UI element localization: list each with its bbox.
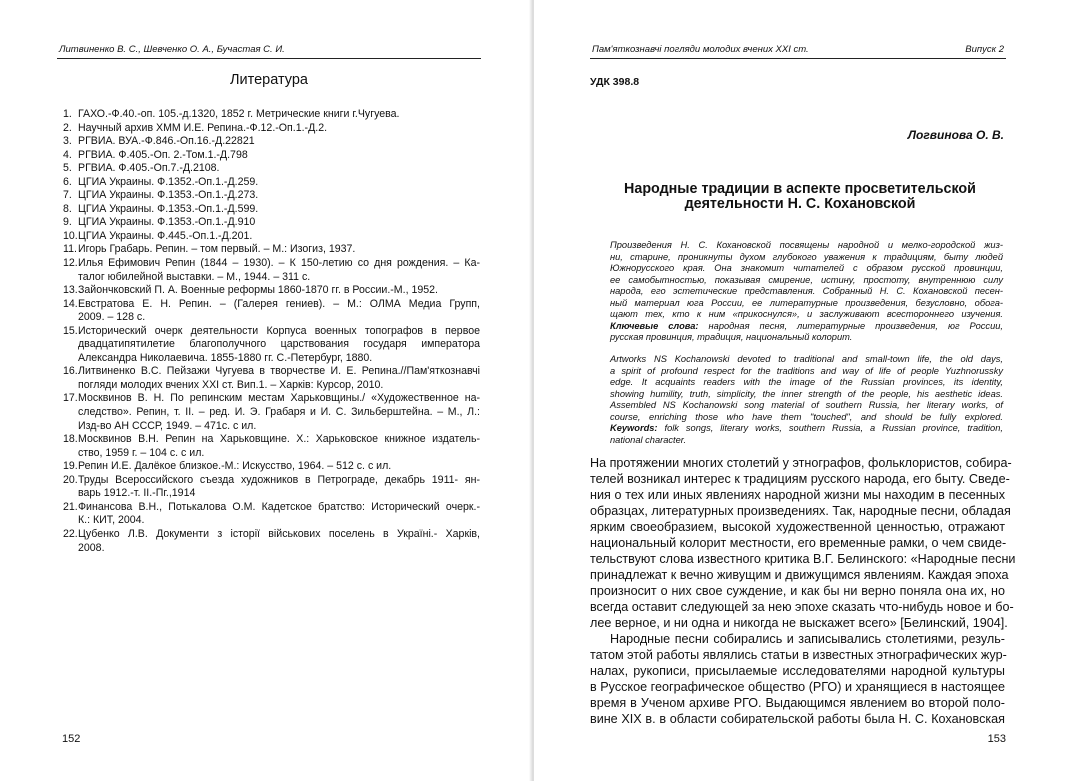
abstract-line: showing humility, truth, simplicity, the inner strength of the people, his aesthetic ideas. (610, 388, 1003, 399)
abstract-line: Произведения Н. С. Кохановской посвящены народной и мелко-городской жиз- (610, 240, 1003, 250)
body-line: всегда оставит следующей за нею эпохе сказать что-нибудь новое и бо- (590, 600, 1014, 614)
reference-line: ЦГИА Украины. Ф.445.-Оп.1.-Д.201. (78, 229, 253, 242)
body-line: произносит о них свое суждение, и как бы ни верно поняла она их, но (590, 584, 1005, 598)
reference-line: Труды Всероссийского съезда художников в Петрограде, декабрь 1911- ян- (78, 473, 480, 486)
reference-number: 3. (63, 135, 72, 148)
body-line: время в Ученом архиве РГО. Выдающимся явлением во второй поло- (590, 696, 1005, 710)
reference-item (63, 284, 480, 298)
issue-number: Випуск 2 (965, 44, 1004, 55)
reference-number: 16. (63, 365, 78, 378)
reference-line: Изд-во АН СССР, 1949. – 471с. с ил. (78, 419, 257, 432)
keywords-line (610, 321, 1003, 333)
reference-line: Финансова В.Н., Потькалова О.М. Кадетское братство: Исторический очерк.- (78, 500, 480, 513)
keywords-text: folk songs, literary works, southern Russia, a Russian province, tradition, (664, 423, 1003, 433)
reference-line: ство, 1959 г. – 104 с. с ил. (78, 446, 205, 459)
reference-line: РГВИА. Ф.405.-Оп.7.-Д.2108. (78, 162, 220, 175)
reference-number: 6. (63, 175, 72, 188)
reference-item (63, 203, 480, 217)
abstract-line: щают тех, кто к ним «прикоснулся», и заслуживают всестороннего изучения. (610, 309, 1003, 319)
reference-line: Москвинов В. Н. По репинским местам Харьковщины./ «Художественное на- (78, 392, 480, 405)
abstract-line: ный материал юга России, ее литературные произведения, безусловно, обога- (610, 297, 1003, 308)
running-head-authors: Литвиненко В. С., Шевченко О. А., Бучастая С. И. (59, 44, 285, 55)
reference-number: 12. (63, 257, 78, 270)
reference-line: ЦГИА Украины. Ф.1353.-Оп.1.-Д.273. (78, 189, 259, 202)
reference-line: РГВИА. ВУА.-Ф.846.-Оп.16.-Д.22821 (78, 135, 255, 148)
abstract-line: народа, его эстетические представления. Собранный Н. С. Кохановской песен- (610, 286, 1003, 296)
reference-line: Москвинов В.Н. Репин на Харьковщине. Х.: Харьковское книжное издатель- (78, 433, 480, 446)
reference-number: 8. (63, 202, 72, 215)
reference-line: Илья Ефимович Репин (1844 – 1930). – К 150-летию со дня рождения. – Ка- (78, 257, 480, 270)
reference-number: 19. (63, 460, 78, 473)
abstract-english (610, 354, 1003, 446)
reference-number: 4. (63, 148, 72, 161)
reference-number: 7. (63, 189, 72, 202)
page-number-left: 152 (62, 733, 81, 745)
reference-line: ГАХО.-Ф.40.-оп. 105.-д.1320, 1852 г. Метрические книги г.Чугуева. (78, 108, 400, 120)
reference-number: 14. (63, 297, 78, 310)
reference-number: 20. (63, 473, 78, 486)
body-line: вине XIX в. в области собирательской работы была Н. С. Кохановская (590, 712, 1005, 726)
reference-item (63, 460, 480, 474)
article-title (590, 182, 1010, 212)
reference-item (63, 135, 480, 149)
body-paragraph (590, 631, 1005, 727)
reference-number: 21. (63, 500, 78, 513)
body-line: в Русское географическое общество (РГО) и хранящиеся в настоящее (590, 680, 1005, 694)
body-line: Народные песни собирались и записывались столетиями, резуль- (610, 632, 1005, 646)
reference-item (63, 108, 480, 122)
article-title-line: Народные традиции в аспекте просветительской (624, 181, 976, 197)
abstract-line: a spirit of profound respect for the traditions and way of life of people Yuzhnorussky (610, 365, 1003, 376)
reference-number: 1. (63, 108, 72, 120)
reference-item (63, 176, 480, 190)
reference-number: 11. (63, 243, 77, 256)
reference-line: варь 1912.-т. II.-Пг.,1914 (78, 487, 196, 500)
abstract-line: Южнорусского края. Она знакомит читателей с образом русской провинции, (610, 263, 1003, 273)
body-paragraph (590, 455, 1016, 631)
running-head-right (590, 44, 1006, 59)
reference-number: 22. (63, 527, 78, 540)
reference-list (63, 108, 480, 555)
journal-title: Пам'яткознавчі погляди молодих вчених XXI ст. (592, 44, 809, 55)
reference-line: 2008. (78, 541, 105, 554)
reference-number: 10. (63, 229, 78, 242)
keywords-text: народная песня, литературные произведения, юг России, (708, 320, 1003, 331)
reference-line: двадцатипятилетие благополучного царствования государя императора (78, 338, 480, 351)
article-body (590, 455, 1016, 727)
reference-item (63, 189, 480, 203)
reference-item (63, 474, 480, 501)
reference-line: ЦГИА Украины. Ф.1353.-Оп.1.-Д.910 (78, 216, 256, 229)
reference-item (63, 501, 480, 528)
reference-line: Репин И.Е. Далёкое близкое.-М.: Искусство, 1964. – 512 с. с ил. (78, 460, 392, 473)
keywords-line (610, 423, 1003, 435)
abstract-line: edge. It acquaints readers with the image of the Russian provinces, its identity, (610, 377, 1003, 387)
abstract-line: Artworks NS Kochanowski devoted to traditional and small-town life, the old days, (610, 354, 1003, 364)
reference-number: 18. (63, 433, 78, 446)
body-line: На протяжении многих столетий у этнографов, фольклористов, собира- (590, 456, 1012, 470)
keywords-line (610, 332, 1003, 344)
body-line: национальный колорит местности, его временные рамки, о чем свиде- (590, 536, 1007, 550)
reference-number: 9. (63, 216, 72, 229)
abstract-line: course, enriching those who have them "touched", and should be fully explored. (610, 411, 1003, 422)
reference-number: 5. (63, 162, 72, 175)
udk-code: УДК 398.8 (590, 76, 640, 88)
reference-line: Исторический очерк деятельности Корпуса военных топографов в первое (78, 324, 480, 337)
reference-item (63, 122, 480, 136)
reference-line: Научный архив ХММ И.Е. Репина.-Ф.12.-Оп.1.-Д.2. (78, 121, 328, 134)
abstract-line: ее самобытностью, показывая смирение, истину, простоту, внутреннюю силу (610, 274, 1003, 285)
reference-item (63, 325, 480, 366)
body-line: татом этой работы являлись статьи в известных этнографических жур- (590, 648, 1007, 662)
reference-line: ЦГИА Украины. Ф.1353.-Оп.1.-Д.599. (78, 202, 259, 215)
reference-item (63, 298, 480, 325)
reference-item (63, 216, 480, 230)
references-heading: Литература (230, 72, 308, 88)
reference-item (63, 243, 480, 257)
reference-line: 2009. – 128 с. (78, 311, 146, 324)
body-line: образцах, литературных произведениях. Так, народные песни, обладая (590, 504, 1011, 518)
body-line: принадлежат к вечно живущим и движущимся явлениям. Каждая эпоха (590, 568, 1009, 582)
reference-item (63, 162, 480, 176)
reference-number: 2. (63, 121, 72, 134)
body-line: налах, рукописи, присылаемые исследователями народной культуры (590, 664, 1005, 678)
reference-item (63, 230, 480, 244)
right-page (534, 0, 1068, 781)
reference-item (63, 149, 480, 163)
keywords-line (610, 435, 1003, 447)
keywords-label: Ключевые слова: (610, 320, 699, 331)
reference-line: Евстратова Е. Н. Репин. – (Галерея гениев). – М.: ОЛМА Медиа Групп, (78, 297, 480, 310)
keywords-text: national character. (610, 434, 687, 445)
abstract-russian (610, 240, 1003, 344)
abstract-line: ни, старине, проникнуты духом глубокого уважения к традициям, быту людей (610, 251, 1003, 262)
body-line: тельствуют слова известного критика В.Г. Белинского: «Народные песни (590, 552, 1016, 566)
reference-line: следство». Репин, т. II. – ред. И. Э. Грабаря и И. С. Зильберштейна. – М., Л.: (78, 406, 480, 419)
reference-item (63, 365, 480, 392)
reference-line: Литвиненко В.С. Пейзажи Чугуева в творчестве И. Е. Репина.//Пам'яткознавчі (78, 365, 480, 378)
reference-line: Александра Николаевича. 1855-1880 гг. С.-Петербург, 1880. (78, 351, 373, 364)
keywords-label: Keywords: (610, 423, 658, 433)
reference-item (63, 257, 480, 284)
reference-item (63, 528, 480, 555)
reference-line: Зайончковский П. А. Военные реформы 1860-1870 гг. в России.-М., 1952. (78, 284, 438, 297)
body-line: ярким своеобразием, высокой художественной ценностью, отражают (590, 520, 1005, 534)
reference-item (63, 392, 480, 433)
reference-number: 15. (63, 324, 78, 337)
reference-line: РГВИА. Ф.405.-Оп. 2.-Том.1.-Д.798 (78, 148, 248, 161)
body-line: ния о тех или иных явлениях народной жизни мы находим в песенных (590, 488, 1005, 502)
reference-number: 13. (63, 284, 78, 297)
page-number-right: 153 (987, 733, 1006, 745)
reference-line: ЦГИА Украины. Ф.1352.-Оп.1.-Д.259. (78, 175, 259, 188)
gutter-shadow (529, 0, 533, 781)
article-title-line: деятельности Н. С. Кохановской (684, 196, 916, 212)
reference-line: талог юбилейной выставки. – М., 1944. – 311 с. (78, 270, 311, 283)
running-head-left (57, 44, 481, 59)
body-line: лее верное, и ни одна и никогда не выскажет всего» [Белинский, 1904]. (590, 616, 1008, 630)
keywords-text: русская провинция, традиция, национальный колорит. (610, 332, 853, 342)
body-line: телей возникал интерес к традициям русского народа, его быту. Сведе- (590, 472, 1010, 486)
reference-item (63, 433, 480, 460)
reference-line: погляди молодих вчених XXI ст. Вип.1. – Харків: Курсор, 2010. (78, 378, 384, 391)
reference-line: Цубенко Л.В. Документи з історії військових поселень в Україні.- Харків, (78, 527, 480, 540)
article-author: Логвинова О. В. (907, 128, 1004, 142)
reference-line: К.: КИТ, 2004. (78, 514, 145, 527)
reference-line: Игорь Грабарь. Репин. – том первый. – М.: Изогиз, 1937. (78, 243, 356, 256)
reference-number: 17. (63, 392, 78, 405)
abstract-line: Assembled NS Kochanowski song material of southern Russia, her literary works, of (610, 400, 1003, 410)
